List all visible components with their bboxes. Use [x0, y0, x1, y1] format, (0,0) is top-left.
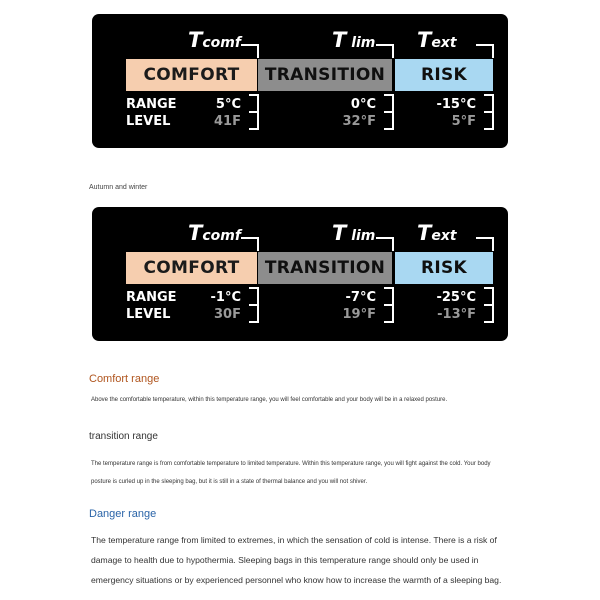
t-lim-label: T lim [332, 221, 376, 245]
zone-transition: TRANSITION [258, 59, 392, 91]
level-label: LEVEL [126, 114, 171, 129]
comf-fahrenheit: 41F [214, 114, 241, 129]
bracket-mid-ext [484, 304, 494, 306]
zone-risk: RISK [395, 59, 493, 91]
range-label: RANGE [126, 290, 177, 305]
transition-range-heading: transition range [89, 431, 158, 442]
t-lim-label: T lim [332, 28, 376, 52]
zone-comfort: COMFORT [126, 252, 257, 284]
danger-range-heading: Danger range [89, 508, 157, 520]
lim-fahrenheit: 19°F [342, 307, 376, 322]
danger-range-text: The temperature range from limited to extremes, in which the sensation of cold is intense. There is a risk of damage to health due to hypothermia. Sleeping bags in this temperature range should only be used in emergency situations or by experienced personnel who know how to increase the warmth of a sleeping bag. [91, 535, 502, 585]
ext-celsius: -25°C [436, 290, 476, 305]
bracket-mid-comf [249, 111, 259, 113]
comf-fahrenheit: 30F [214, 307, 241, 322]
level-label: LEVEL [126, 307, 171, 322]
lim-celsius: 0°C [350, 97, 376, 112]
bracket-mid-lim [384, 111, 394, 113]
bracket-top-lim [376, 44, 394, 58]
range-label: RANGE [126, 97, 177, 112]
comf-celsius: 5°C [215, 97, 241, 112]
season-label: Autumn and winter [89, 184, 148, 191]
bracket-top-lim [376, 237, 394, 251]
bracket-top-comf [241, 237, 259, 251]
bracket-top-ext [476, 44, 494, 58]
zone-transition: TRANSITION [258, 252, 392, 284]
bracket-mid-ext [484, 111, 494, 113]
comfort-range-heading: Comfort range [89, 373, 160, 385]
temperature-card-summer [92, 14, 508, 148]
comfort-range-text: Above the comfortable temperature, within this temperature range, you will feel comfortable and your body will be in a relaxed posture. [91, 397, 448, 403]
zone-comfort: COMFORT [126, 59, 257, 91]
transition-range-text: The temperature range is from comfortable temperature to limited temperature. Within this temperature range, you will fight against the cold. Your body posture is curled up in the sleeping bag, but it is still in a state of thermal balance and you will not shiver. [91, 461, 491, 485]
bracket-top-comf [241, 44, 259, 58]
bracket-top-ext [476, 237, 494, 251]
bracket-mid-comf [249, 304, 259, 306]
ext-celsius: -15°C [436, 97, 476, 112]
t-comf-label: Tcomf [188, 221, 241, 245]
ext-fahrenheit: -13°F [437, 307, 476, 322]
zone-risk: RISK [395, 252, 493, 284]
t-comf-label: Tcomf [188, 28, 241, 52]
t-ext-label: Text [417, 28, 457, 52]
t-ext-label: Text [417, 221, 457, 245]
temperature-card-autumn-winter [92, 207, 508, 341]
comf-celsius: -1°C [210, 290, 241, 305]
lim-celsius: -7°C [345, 290, 376, 305]
bracket-mid-lim [384, 304, 394, 306]
ext-fahrenheit: 5°F [451, 114, 476, 129]
lim-fahrenheit: 32°F [342, 114, 376, 129]
